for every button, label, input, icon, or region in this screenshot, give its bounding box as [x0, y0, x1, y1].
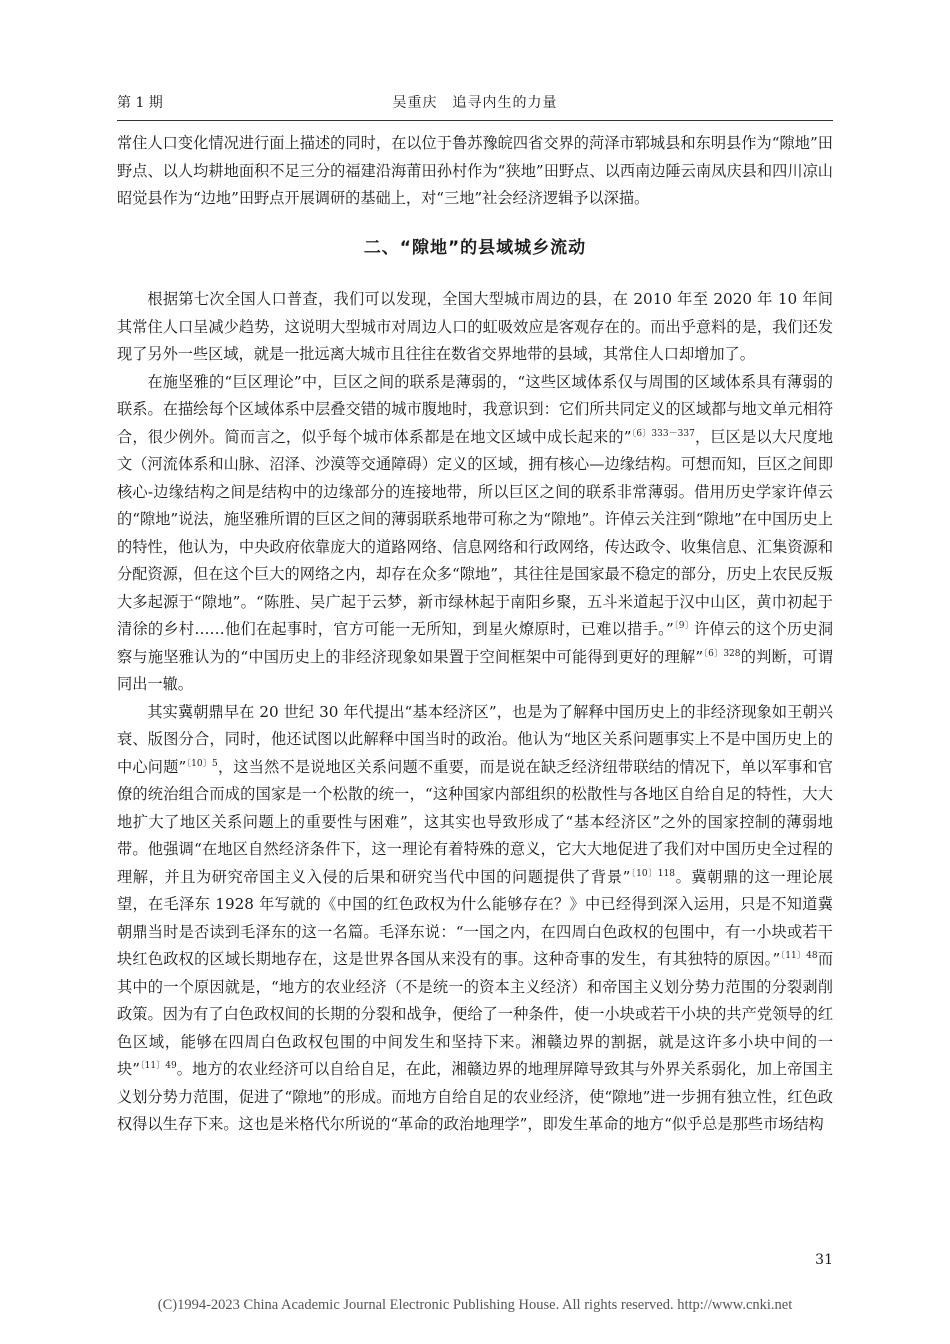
copyright-notice: (C)1994-2023 China Academic Journal Electronic Publishing House. All rights reserved. http://www.cnki.net [157, 1297, 793, 1313]
article-body [117, 130, 833, 1139]
paragraph-text: ，巨区是以大尺度地文（河流体系和山脉、沼泽、沙漠等交通障碍）定义的区域，拥有核心—边缘结构。可想而知，巨区之间即核心-边缘结构之间是结构中的边缘部分的连接地带，所以巨区之间的联系非常薄弱。借用历史学家许倬云的“隙地”说法，施坚雅所谓的巨区之间的薄弱联系地带可称之为“隙地”。许倬云关注到“隙地”在中国历史上的特性，他认为，中央政府依靠庞大的道路网络、信息网络和行政网络，传达政令、收集信息、汇集资源和分配资源，但在这个巨大的网络之内，却存在众多“隙地”，其往往是国家最不稳定的部分，历史上农民反叛大多起源于“隙地”。“陈胜、吴广起于云梦，新市绿林起于南阳乡聚，五斗米道起于汉中山区，黄巾初起于清徐的乡村……他们在起事时，官方可能一无所知，到星火燎原时，已难以措手。” [117, 427, 834, 638]
paragraph-text: 。地方的农业经济可以自给自足，在此，湘赣边界的地理屏障导致其与外界关系弱化，加上帝国主义划分势力范围，促进了“隙地”的形成。而地方自给自足的农业经济，使“隙地”进一步拥有独立性，红色政权得以生存下来。这也是米格代尔所说的“革命的政治地理学”，即发生革命的地方“似乎总是那些市场结构 [117, 1060, 834, 1133]
paragraph-text: 而其中的一个原因就是，“地方的农业经济（不是统一的资本主义经济）和帝国主义划分势力范围的分裂剥削政策。因为有了白色政权间的长期的分裂和战争，便给了一种条件，使一小块或若干小块的共产党领导的红色区域，能够在四周白色政权包围的中间发生和坚持下来。湘赣边界的割据，就是这许多小块中间的一块” [117, 950, 834, 1078]
paragraph [117, 699, 833, 1139]
paragraph [117, 369, 833, 699]
paragraph-text: 其实冀朝鼎早在 20 世纪 30 年代提出“基本经济区”，也是为了解释中国历史上的非经济现象如王朝兴衰、版图分合，同时，他还试图以此解释中国当时的政治。他认为“地区关系问题事实上不是中国历史上的中心问题” [117, 702, 833, 776]
issue-number: 第 1 期 [117, 95, 163, 111]
citation-ref: 〔11〕48 [780, 950, 818, 961]
paragraph-text: 。冀朝鼎的这一理论展望，在毛泽东 1928 年写就的《中国的红色政权为什么能够存在？》中已经得到深入运用，只是不知道冀朝鼎当时是否读到毛泽东的这一名篇。毛泽东说：“一国之内，在四周白色政权的包围中，有一小块或若干块红色政权的区域长期地存在，这是世界各国从来没有的事。这种奇事的发生，有其独特的原因。” [117, 867, 834, 968]
paragraph-text: 在施坚雅的“巨区理论”中，巨区之间的联系是薄弱的，“这些区域体系仅与周围的区域体系具有薄弱的联系。在描绘每个区域体系中层叠交错的城市腹地时，我意识到：它们所共同定义的区域都与地文单元相符合，很少例外。简而言之，似乎每个城市体系都是在地文区域中成长起来的” [117, 372, 833, 446]
citation-ref: 〔9〕 [673, 620, 695, 631]
citation-ref: 〔6〕328 [703, 648, 741, 659]
citation-ref: 〔6〕333－337 [631, 428, 695, 439]
header-divider [117, 120, 833, 121]
paragraph-continued: 常住人口变化情况进行面上描述的同时，在以位于鲁苏豫皖四省交界的菏泽市郓城县和东明县作为“隙地”田野点、以人均耕地面积不足三分的福建沿海莆田孙村作为“狭地”田野点、以西南边陲云南凤庆县和四川凉山昭觉县作为“边地”田野点开展调研的基础上，对“三地”社会经济逻辑予以深描。 [117, 134, 833, 207]
citation-ref: 〔11〕49 [140, 1060, 177, 1071]
citation-ref: 〔10〕118 [630, 868, 675, 879]
running-header-title: 吴重庆 追寻内生的力量 [392, 95, 558, 111]
citation-ref: 〔10〕5 [186, 758, 218, 769]
paragraph-text: 的判断，可谓同出一辙。 [117, 647, 834, 693]
running-header [117, 92, 833, 116]
paragraph-text: 许倬云的这个历史洞察与施坚雅认为的“中国历史上的非经济现象如果置于空间框架中可能得到更好的理解” [117, 620, 834, 666]
page-number: 31 [815, 1252, 833, 1268]
paragraph: 根据第七次全国人口普查，我们可以发现，全国大型城市周边的县，在 2010 年至 2020 年 10 年间其常住人口呈减少趋势，这说明大型城市对周边人口的虹吸效应是客观存在的。而出乎意料的是，我们还发现了另外一些区域，就是一批远离大城市且往往在数省交界地带的县域，其常住人口却增加了。 [117, 290, 833, 363]
section-heading: 二、“隙地”的县域城乡流动 [363, 237, 587, 258]
paragraph-text: ，这当然不是说地区关系问题不重要，而是说在缺乏经济纽带联结的情况下，单以军事和官僚的统治组合而成的国家是一个松散的统一，“这种国家内部组织的松散性与各地区自给自足的特性，大大地扩大了地区关系问题上的重要性与困难”，这其实也导致形成了“基本经济区”之外的国家控制的薄弱地带。他强调“在地区自然经济条件下，这一理论有着特殊的意义，它大大地促进了我们对中国历史全过程的理解，并且为研究帝国主义入侵的后果和研究当代中国的问题提供了背景” [117, 757, 833, 886]
